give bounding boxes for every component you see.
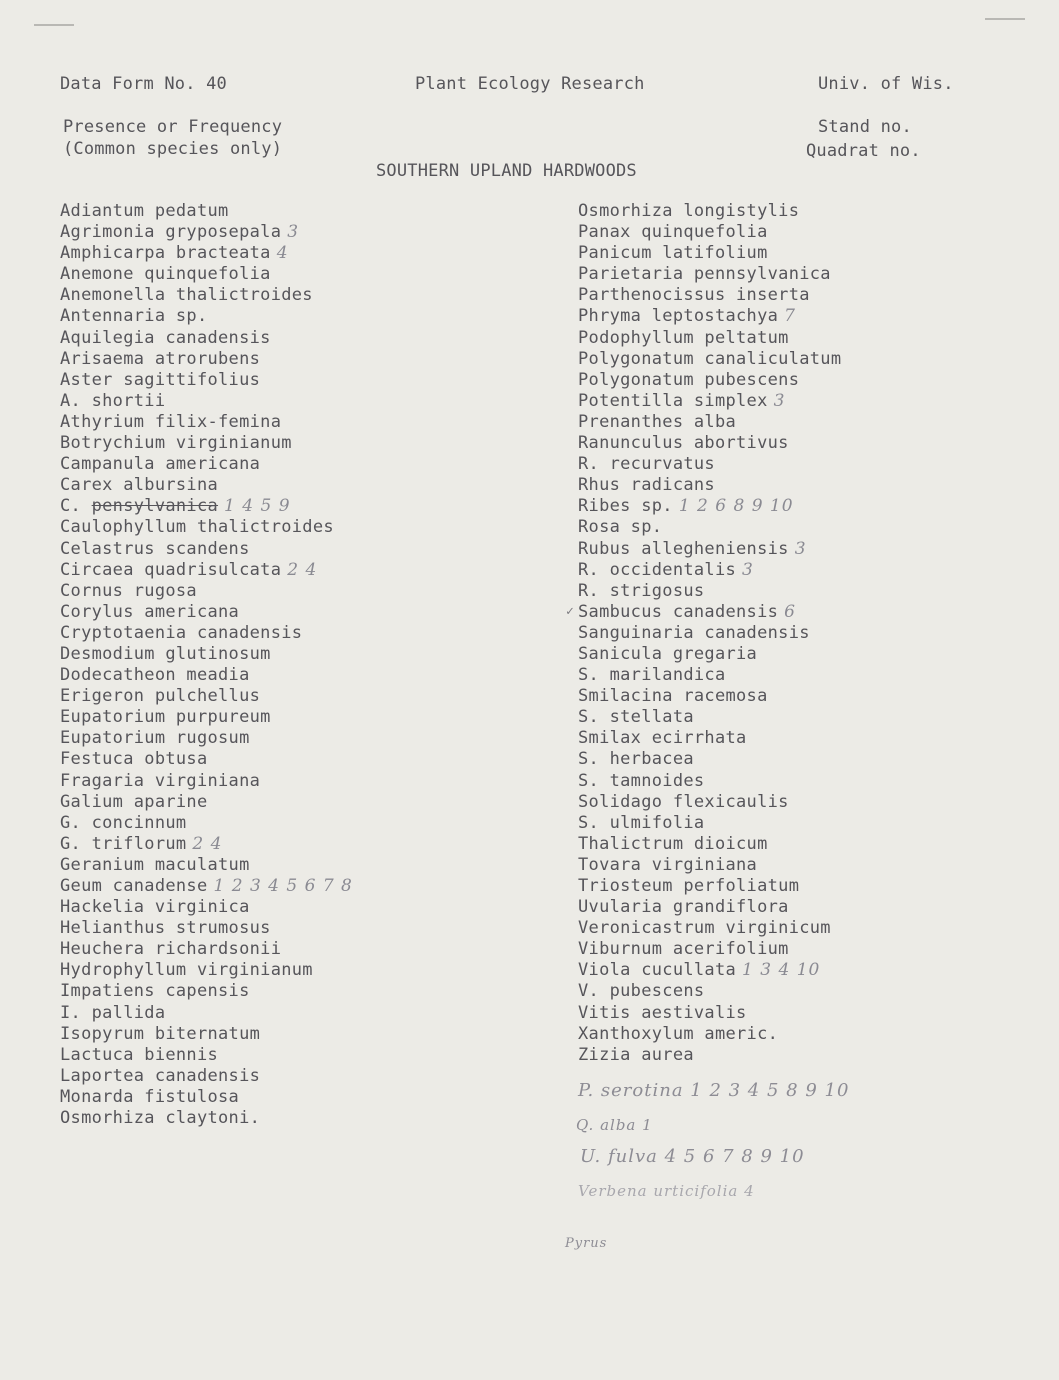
species-name: Ranunculus abortivus — [578, 433, 789, 454]
species-name: Anemone quinquefolia — [60, 264, 271, 285]
species-name: Smilax ecirrhata — [578, 728, 747, 749]
species-name: Osmorhiza longistylis — [578, 201, 800, 221]
species-name: R. recurvatus — [578, 454, 715, 475]
community-title: SOUTHERN UPLAND HARDWOODS — [376, 161, 637, 181]
handwritten-quadrat-numbers: 1 2 6 8 9 10 — [678, 496, 794, 517]
form-number: Data Form No. 40 — [60, 74, 227, 94]
species-name: Parthenocissus inserta — [578, 285, 810, 306]
paper-mark-right — [985, 18, 1025, 20]
species-name: Celastrus scandens — [60, 538, 250, 559]
species-name: Lactuca biennis — [60, 1044, 219, 1065]
species-name: Zizia aurea — [578, 1044, 694, 1065]
species-row — [578, 686, 841, 707]
handwritten-quadrat-numbers: 3 — [742, 559, 754, 580]
species-name: Triosteum perfoliatum — [578, 876, 800, 896]
species-row — [60, 813, 353, 834]
species-row — [60, 539, 353, 560]
common-species-label: (Common species only) — [63, 139, 283, 159]
species-name: Carex albursina — [60, 475, 219, 496]
species-name: Laportea canadensis — [60, 1065, 261, 1086]
species-row — [60, 644, 353, 665]
species-row — [578, 328, 841, 349]
species-row — [60, 328, 353, 349]
species-name: Hydrophyllum virginianum — [60, 960, 313, 981]
handwritten-note-2: Q. alba 1 — [576, 1116, 653, 1134]
species-row — [578, 243, 841, 264]
species-row — [578, 623, 841, 644]
species-name: Anemonella thalictroides — [60, 285, 313, 306]
species-row — [578, 644, 841, 665]
species-row — [60, 264, 353, 285]
species-name: Festuca obtusa — [60, 749, 208, 770]
species-name: Viburnum acerifolium — [578, 939, 789, 960]
species-row — [60, 454, 353, 475]
species-name: S. herbacea — [578, 749, 694, 770]
species-name: Cornus rugosa — [60, 580, 197, 601]
species-name: Rubus allegheniensis — [578, 538, 789, 559]
species-name: Ribes sp. — [578, 496, 673, 517]
handwritten-quadrat-numbers: 6 — [784, 601, 796, 622]
species-name: Corylus americana — [60, 601, 240, 622]
species-row — [578, 517, 841, 538]
species-row — [578, 1045, 841, 1066]
species-row — [60, 792, 353, 813]
species-name: Antennaria sp. — [60, 306, 208, 327]
species-row — [60, 1045, 353, 1066]
species-name: Potentilla simplex — [578, 390, 768, 411]
species-name: Smilacina racemosa — [578, 686, 768, 707]
species-row — [60, 517, 353, 538]
species-name: Sambucus canadensis — [578, 601, 779, 622]
species-row — [60, 749, 353, 770]
species-name: Aquilegia canadensis — [60, 327, 271, 348]
species-name: R. strigosus — [578, 580, 705, 601]
species-name: Veronicastrum virginicum — [578, 918, 831, 939]
handwritten-quadrat-numbers: 3 — [287, 222, 300, 243]
species-row — [578, 602, 841, 623]
species-row — [578, 981, 841, 1002]
species-row — [578, 433, 841, 454]
species-row — [60, 349, 353, 370]
species-name: Sanguinaria canadensis — [578, 622, 810, 643]
species-row — [60, 243, 353, 264]
species-row — [60, 1108, 353, 1129]
handwritten-quadrat-numbers: 3 — [773, 390, 786, 411]
species-row — [60, 918, 353, 939]
handwritten-quadrat-numbers: 3 — [794, 538, 807, 559]
species-name: Sanicula gregaria — [578, 643, 758, 664]
species-name: Viola cucullata — [578, 960, 737, 981]
quadrat-number-label: Quadrat no. — [806, 141, 921, 161]
species-name: Galium aparine — [60, 791, 208, 812]
species-name: Fragaria virginiana — [60, 770, 261, 791]
handwritten-note-4: Verbena urticifolia 4 — [578, 1182, 755, 1200]
handwritten-quadrat-numbers: 7 — [784, 306, 796, 327]
species-name: Polygonatum canaliculatum — [578, 348, 842, 369]
handwritten-quadrat-numbers: 1 4 5 9 — [224, 496, 291, 517]
species-row — [60, 960, 353, 981]
species-row — [578, 560, 841, 581]
species-name: Solidago flexicaulis — [578, 791, 789, 812]
species-name: Agrimonia gryposepala — [60, 222, 282, 243]
species-name: Amphicarpa bracteata — [60, 243, 271, 264]
species-name: Rosa sp. — [578, 517, 663, 538]
species-row — [60, 1024, 353, 1045]
species-name: Parietaria pennsylvanica — [578, 264, 831, 285]
species-row — [60, 412, 353, 433]
institution: Univ. of Wis. — [818, 74, 954, 94]
species-name: Monarda fistulosa — [60, 1086, 240, 1107]
species-name: Hackelia virginica — [60, 897, 250, 918]
species-name: A. shortii — [60, 390, 166, 411]
species-row — [60, 306, 353, 327]
species-name: S. stellata — [578, 707, 694, 728]
species-row — [60, 686, 353, 707]
species-row — [578, 285, 841, 306]
species-name: Tovara virginiana — [578, 854, 758, 875]
species-row — [578, 581, 841, 602]
species-row — [578, 728, 841, 749]
species-row — [60, 1003, 353, 1024]
species-name: Erigeron pulchellus — [60, 686, 261, 707]
species-row — [60, 201, 353, 222]
paper-mark-left — [34, 24, 74, 26]
species-name: V. pubescens — [578, 981, 705, 1002]
species-row — [60, 433, 353, 454]
species-name: Prenanthes alba — [578, 411, 737, 432]
species-row — [578, 264, 841, 285]
handwritten-note-3: U. fulva 4 5 6 7 8 9 10 — [580, 1146, 805, 1167]
species-name: Caulophyllum thalictroides — [60, 517, 334, 538]
species-name: C. — [60, 496, 92, 517]
species-row — [60, 771, 353, 792]
species-row — [60, 876, 353, 897]
handwritten-quadrat-numbers: 2 4 — [192, 833, 223, 854]
species-row — [60, 665, 353, 686]
species-row — [578, 1003, 841, 1024]
species-row — [578, 707, 841, 728]
species-row — [578, 855, 841, 876]
species-name: Circaea quadrisulcata — [60, 559, 282, 580]
species-name: Arisaema atrorubens — [60, 348, 261, 369]
species-list-left — [60, 201, 353, 1129]
species-row — [578, 496, 841, 517]
species-row — [578, 749, 841, 770]
species-name: G. triflorum — [60, 833, 187, 854]
handwritten-quadrat-numbers: 1 3 4 10 — [742, 960, 821, 981]
species-name: Uvularia grandiflora — [578, 897, 789, 918]
handwritten-note-5: Pyrus — [565, 1236, 608, 1251]
species-name: S. ulmifolia — [578, 812, 705, 833]
species-row — [60, 939, 353, 960]
species-name: Polygonatum pubescens — [578, 369, 800, 390]
species-name: Dodecatheon meadia — [60, 665, 250, 686]
handwritten-quadrat-numbers: 2 4 — [287, 559, 318, 580]
species-row — [578, 897, 841, 918]
species-name: Vitis aestivalis — [578, 1002, 747, 1023]
species-row — [60, 370, 353, 391]
species-name: Podophyllum peltatum — [578, 327, 789, 348]
check-mark: ✓ — [566, 604, 574, 619]
species-name: Rhus radicans — [578, 475, 715, 496]
species-name: Xanthoxylum americ. — [578, 1023, 779, 1044]
species-name: Heuchera richardsonii — [60, 939, 282, 960]
species-name: Campanula americana — [60, 454, 261, 475]
species-row — [578, 813, 841, 834]
handwritten-quadrat-numbers: 1 2 3 4 5 6 7 8 — [213, 876, 353, 896]
project-title: Plant Ecology Research — [415, 74, 645, 94]
species-row — [578, 1024, 841, 1045]
species-name: S. marilandica — [578, 665, 726, 686]
species-row — [60, 834, 353, 855]
struck-species-name: pensylvanica — [91, 496, 219, 517]
handwritten-quadrat-numbers: 4 — [276, 243, 289, 264]
species-row — [60, 391, 353, 412]
species-name: Panax quinquefolia — [578, 222, 768, 243]
species-name: Cryptotaenia canadensis — [60, 622, 303, 643]
species-row — [578, 370, 841, 391]
species-name: Athyrium filix-femina — [60, 411, 282, 432]
species-row — [578, 454, 841, 475]
species-name: Thalictrum dioicum — [578, 833, 768, 854]
species-row — [60, 707, 353, 728]
species-row — [60, 581, 353, 602]
species-row — [578, 834, 841, 855]
species-row — [578, 306, 841, 327]
species-name: R. occidentalis — [578, 559, 737, 580]
species-row — [60, 728, 353, 749]
species-name: Aster sagittifolius — [60, 369, 261, 390]
stand-number-label: Stand no. — [818, 117, 912, 137]
species-row — [578, 771, 841, 792]
species-row — [60, 560, 353, 581]
species-row — [578, 412, 841, 433]
species-row — [578, 939, 841, 960]
species-name: S. tamnoides — [578, 770, 705, 791]
presence-label: Presence or Frequency — [63, 117, 283, 137]
species-row — [60, 1087, 353, 1108]
species-row — [578, 539, 841, 560]
species-name: Impatiens capensis — [60, 981, 250, 1002]
species-row — [60, 981, 353, 1002]
species-row — [578, 792, 841, 813]
species-row — [578, 918, 841, 939]
species-name: Desmodium glutinosum — [60, 643, 271, 664]
species-row — [60, 897, 353, 918]
species-row — [60, 285, 353, 306]
species-row — [60, 623, 353, 644]
species-row — [578, 201, 841, 222]
species-row — [578, 349, 841, 370]
species-name: Geranium maculatum — [60, 854, 250, 875]
species-row — [60, 855, 353, 876]
species-row — [60, 1066, 353, 1087]
species-row — [578, 222, 841, 243]
species-name: Botrychium virginianum — [60, 433, 292, 454]
species-name: G. concinnum — [60, 812, 187, 833]
species-row — [60, 602, 353, 623]
handwritten-note-1: P. serotina 1 2 3 4 5 8 9 10 — [578, 1080, 850, 1101]
species-row — [60, 496, 353, 517]
species-list-right — [578, 201, 841, 1066]
species-name: Eupatorium purpureum — [60, 707, 271, 728]
species-name: Isopyrum biternatum — [60, 1023, 261, 1044]
species-row — [578, 665, 841, 686]
species-name: Panicum latifolium — [578, 243, 768, 264]
species-name: Eupatorium rugosum — [60, 728, 250, 749]
species-row — [60, 475, 353, 496]
species-name: Adiantum pedatum — [60, 201, 229, 221]
species-row — [578, 960, 841, 981]
species-name: I. pallida — [60, 1002, 166, 1023]
species-name: Osmorhiza claytoni. — [60, 1108, 261, 1129]
species-row — [60, 222, 353, 243]
species-row — [578, 475, 841, 496]
species-name: Phryma leptostachya — [578, 306, 779, 327]
species-row — [578, 876, 841, 897]
species-row — [578, 391, 841, 412]
species-name: Helianthus strumosus — [60, 918, 271, 939]
species-name: Geum canadense — [60, 876, 208, 896]
